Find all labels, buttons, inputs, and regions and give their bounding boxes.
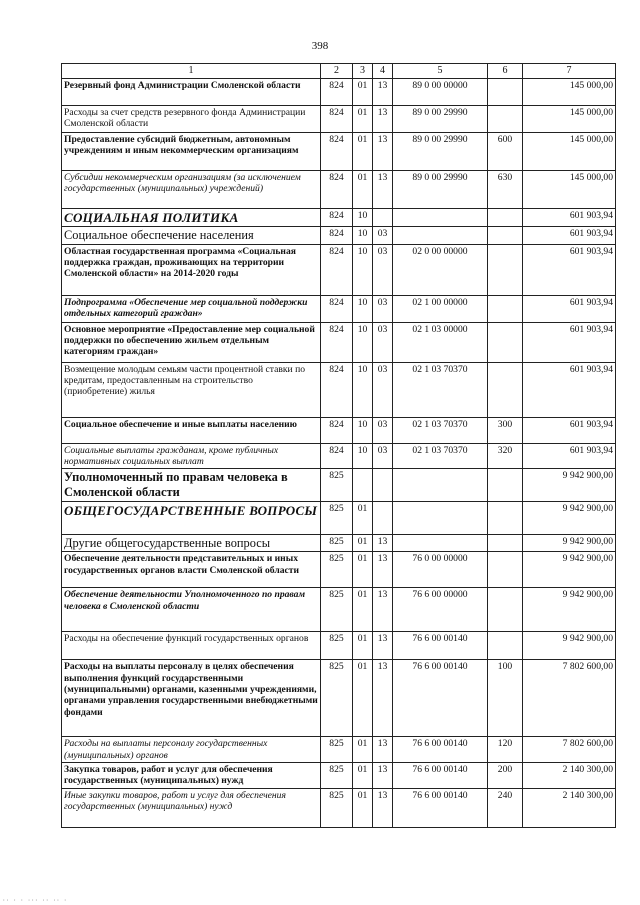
section-cell: 01: [353, 737, 373, 763]
expense-type-cell: 300: [488, 417, 523, 443]
amount-cell: 2 140 300,00: [523, 762, 616, 788]
amount-cell: 601 903,94: [523, 322, 616, 362]
table-row: [62, 417, 616, 443]
amount-cell: 9 942 900,00: [523, 534, 616, 552]
row-name-cell: Расходы на выплаты персоналу государственных (муниципальных) органов: [62, 737, 321, 763]
section-cell: 10: [353, 362, 373, 417]
subsection-cell: 13: [373, 534, 393, 552]
target-article-cell: 76 0 00 00000: [393, 552, 488, 588]
admin-code-cell: 824: [321, 105, 353, 132]
budget-table: [61, 63, 616, 828]
header-cell: 2: [321, 64, 353, 79]
expense-type-cell: [488, 469, 523, 501]
section-cell: 01: [353, 552, 373, 588]
row-name-cell: Уполномоченный по правам человека в Смоленской области: [62, 469, 321, 501]
table-row: [62, 737, 616, 763]
target-article-cell: [393, 469, 488, 501]
section-cell: 01: [353, 105, 373, 132]
row-name-cell: Расходы за счет средств резервного фонда Администрации Смоленской области: [62, 105, 321, 132]
table-header-row: [62, 64, 616, 79]
target-article-cell: 76 6 00 00000: [393, 588, 488, 632]
expense-type-cell: 200: [488, 762, 523, 788]
admin-code-cell: 825: [321, 737, 353, 763]
expense-type-cell: [488, 501, 523, 534]
section-cell: 10: [353, 244, 373, 295]
amount-cell: 145 000,00: [523, 78, 616, 105]
admin-code-cell: 824: [321, 417, 353, 443]
admin-code-cell: 825: [321, 762, 353, 788]
section-cell: 10: [353, 417, 373, 443]
target-article-cell: 89 0 00 00000: [393, 78, 488, 105]
table-row: [62, 78, 616, 105]
expense-type-cell: [488, 295, 523, 322]
table-row: [62, 469, 616, 501]
table-row: [62, 632, 616, 660]
section-cell: 10: [353, 322, 373, 362]
amount-cell: 601 903,94: [523, 362, 616, 417]
amount-cell: 2 140 300,00: [523, 788, 616, 827]
admin-code-cell: 825: [321, 501, 353, 534]
target-article-cell: [393, 227, 488, 245]
target-article-cell: 02 1 03 00000: [393, 322, 488, 362]
expense-type-cell: [488, 322, 523, 362]
target-article-cell: 02 0 00 00000: [393, 244, 488, 295]
table-row: [62, 105, 616, 132]
admin-code-cell: 824: [321, 170, 353, 208]
amount-cell: 601 903,94: [523, 227, 616, 245]
subsection-cell: 13: [373, 588, 393, 632]
admin-code-cell: 825: [321, 534, 353, 552]
table-row: [62, 552, 616, 588]
target-article-cell: 76 6 00 00140: [393, 660, 488, 737]
subsection-cell: [373, 469, 393, 501]
admin-code-cell: 825: [321, 660, 353, 737]
row-name-cell: Социальные выплаты гражданам, кроме публичных нормативных социальных выплат: [62, 443, 321, 469]
row-name-cell: Расходы на выплаты персоналу в целях обеспечения выполнения функций государственными (муниципальными) органами, казенными учреждениями, органами управления государственными внебюджетными фондами: [62, 660, 321, 737]
subsection-cell: 13: [373, 78, 393, 105]
target-article-cell: 76 6 00 00140: [393, 762, 488, 788]
subsection-cell: 13: [373, 132, 393, 170]
scan-mark: ·· · · ··· ·· ·· ·: [2, 897, 68, 904]
row-name-cell: ОБЩЕГОСУДАРСТВЕННЫЕ ВОПРОСЫ: [62, 501, 321, 534]
target-article-cell: [393, 501, 488, 534]
row-name-cell: Обеспечение деятельности представительных и иных государственных органов власти Смоленской области: [62, 552, 321, 588]
admin-code-cell: 824: [321, 78, 353, 105]
section-cell: 01: [353, 632, 373, 660]
expense-type-cell: [488, 227, 523, 245]
subsection-cell: [373, 208, 393, 226]
admin-code-cell: 824: [321, 227, 353, 245]
expense-type-cell: 320: [488, 443, 523, 469]
table-row: [62, 244, 616, 295]
expense-type-cell: [488, 244, 523, 295]
expense-type-cell: 240: [488, 788, 523, 827]
target-article-cell: 02 1 03 70370: [393, 417, 488, 443]
row-name-cell: Основное мероприятие «Предоставление мер социальной поддержки по обеспечению жильем отдельным категориям граждан»: [62, 322, 321, 362]
section-cell: 10: [353, 295, 373, 322]
section-cell: 01: [353, 588, 373, 632]
amount-cell: 9 942 900,00: [523, 632, 616, 660]
table-row: [62, 227, 616, 245]
expense-type-cell: [488, 588, 523, 632]
subsection-cell: 13: [373, 737, 393, 763]
row-name-cell: Подпрограмма «Обеспечение мер социальной поддержки отдельных категорий граждан»: [62, 295, 321, 322]
admin-code-cell: 825: [321, 632, 353, 660]
row-name-cell: Областная государственная программа «Социальная поддержка граждан, проживающих на территории Смоленской области» на 2014-2020 годы: [62, 244, 321, 295]
amount-cell: 145 000,00: [523, 105, 616, 132]
subsection-cell: 03: [373, 322, 393, 362]
subsection-cell: 03: [373, 227, 393, 245]
target-article-cell: 02 1 00 00000: [393, 295, 488, 322]
admin-code-cell: 824: [321, 295, 353, 322]
row-name-cell: Социальное обеспечение населения: [62, 227, 321, 245]
subsection-cell: 13: [373, 762, 393, 788]
amount-cell: 601 903,94: [523, 443, 616, 469]
subsection-cell: 03: [373, 417, 393, 443]
table-row: [62, 501, 616, 534]
target-article-cell: 76 6 00 00140: [393, 788, 488, 827]
amount-cell: 9 942 900,00: [523, 469, 616, 501]
table-row: [62, 295, 616, 322]
amount-cell: 601 903,94: [523, 208, 616, 226]
row-name-cell: Субсидии некоммерческим организациям (за исключением государственных (муниципальных) учреждений): [62, 170, 321, 208]
amount-cell: 145 000,00: [523, 170, 616, 208]
header-cell: 5: [393, 64, 488, 79]
admin-code-cell: 825: [321, 788, 353, 827]
target-article-cell: [393, 208, 488, 226]
row-name-cell: Расходы на обеспечение функций государственных органов: [62, 632, 321, 660]
admin-code-cell: 825: [321, 552, 353, 588]
header-cell: 7: [523, 64, 616, 79]
amount-cell: 145 000,00: [523, 132, 616, 170]
target-article-cell: 02 1 03 70370: [393, 443, 488, 469]
subsection-cell: [373, 501, 393, 534]
subsection-cell: 13: [373, 105, 393, 132]
subsection-cell: 13: [373, 552, 393, 588]
amount-cell: 601 903,94: [523, 417, 616, 443]
section-cell: 01: [353, 788, 373, 827]
expense-type-cell: [488, 552, 523, 588]
expense-type-cell: [488, 78, 523, 105]
admin-code-cell: 824: [321, 322, 353, 362]
target-article-cell: 89 0 00 29990: [393, 132, 488, 170]
row-name-cell: Иные закупки товаров, работ и услуг для обеспечения государственных (муниципальных) нужд: [62, 788, 321, 827]
target-article-cell: [393, 534, 488, 552]
table-row: [62, 208, 616, 226]
section-cell: 10: [353, 443, 373, 469]
target-article-cell: 89 0 00 29990: [393, 105, 488, 132]
subsection-cell: 03: [373, 244, 393, 295]
expense-type-cell: [488, 105, 523, 132]
subsection-cell: 03: [373, 295, 393, 322]
amount-cell: 601 903,94: [523, 244, 616, 295]
subsection-cell: 03: [373, 443, 393, 469]
row-name-cell: Социальное обеспечение и иные выплаты населению: [62, 417, 321, 443]
expense-type-cell: [488, 534, 523, 552]
header-cell: 4: [373, 64, 393, 79]
expense-type-cell: [488, 632, 523, 660]
expense-type-cell: 120: [488, 737, 523, 763]
target-article-cell: 76 6 00 00140: [393, 737, 488, 763]
target-article-cell: 02 1 03 70370: [393, 362, 488, 417]
admin-code-cell: 825: [321, 469, 353, 501]
expense-type-cell: [488, 362, 523, 417]
target-article-cell: 76 6 00 00140: [393, 632, 488, 660]
table-row: [62, 588, 616, 632]
amount-cell: 7 802 600,00: [523, 737, 616, 763]
row-name-cell: Закупка товаров, работ и услуг для обеспечения государственных (муниципальных) нужд: [62, 762, 321, 788]
table-row: [62, 762, 616, 788]
subsection-cell: 13: [373, 788, 393, 827]
admin-code-cell: 824: [321, 244, 353, 295]
row-name-cell: Обеспечение деятельности Уполномоченного по правам человека в Смоленской области: [62, 588, 321, 632]
header-cell: 1: [62, 64, 321, 79]
header-cell: 6: [488, 64, 523, 79]
subsection-cell: 03: [373, 362, 393, 417]
amount-cell: 9 942 900,00: [523, 501, 616, 534]
subsection-cell: 13: [373, 632, 393, 660]
section-cell: 01: [353, 762, 373, 788]
section-cell: 10: [353, 227, 373, 245]
section-cell: 01: [353, 660, 373, 737]
section-cell: 01: [353, 78, 373, 105]
section-cell: 10: [353, 208, 373, 226]
table-row: [62, 788, 616, 827]
table-row: [62, 170, 616, 208]
amount-cell: 7 802 600,00: [523, 660, 616, 737]
row-name-cell: Предоставление субсидий бюджетным, автономным учреждениям и иным некоммерческим организациям: [62, 132, 321, 170]
row-name-cell: Другие общегосударственные вопросы: [62, 534, 321, 552]
table-row: [62, 322, 616, 362]
target-article-cell: 89 0 00 29990: [393, 170, 488, 208]
expense-type-cell: 100: [488, 660, 523, 737]
section-cell: 01: [353, 170, 373, 208]
table-row: [62, 443, 616, 469]
expense-type-cell: 630: [488, 170, 523, 208]
expense-type-cell: 600: [488, 132, 523, 170]
row-name-cell: СОЦИАЛЬНАЯ ПОЛИТИКА: [62, 208, 321, 226]
table-row: [62, 362, 616, 417]
section-cell: 01: [353, 501, 373, 534]
table-row: [62, 660, 616, 737]
section-cell: [353, 469, 373, 501]
admin-code-cell: 824: [321, 362, 353, 417]
amount-cell: 9 942 900,00: [523, 552, 616, 588]
row-name-cell: Резервный фонд Администрации Смоленской области: [62, 78, 321, 105]
admin-code-cell: 825: [321, 588, 353, 632]
amount-cell: 601 903,94: [523, 295, 616, 322]
subsection-cell: 13: [373, 170, 393, 208]
table-row: [62, 534, 616, 552]
amount-cell: 9 942 900,00: [523, 588, 616, 632]
section-cell: 01: [353, 132, 373, 170]
admin-code-cell: 824: [321, 443, 353, 469]
row-name-cell: Возмещение молодым семьям части процентной ставки по кредитам, предоставленным на строительство (приобретение) жилья: [62, 362, 321, 417]
section-cell: 01: [353, 534, 373, 552]
header-cell: 3: [353, 64, 373, 79]
expense-type-cell: [488, 208, 523, 226]
admin-code-cell: 824: [321, 132, 353, 170]
subsection-cell: 13: [373, 660, 393, 737]
table-row: [62, 132, 616, 170]
admin-code-cell: 824: [321, 208, 353, 226]
page-number: 398: [311, 40, 329, 52]
